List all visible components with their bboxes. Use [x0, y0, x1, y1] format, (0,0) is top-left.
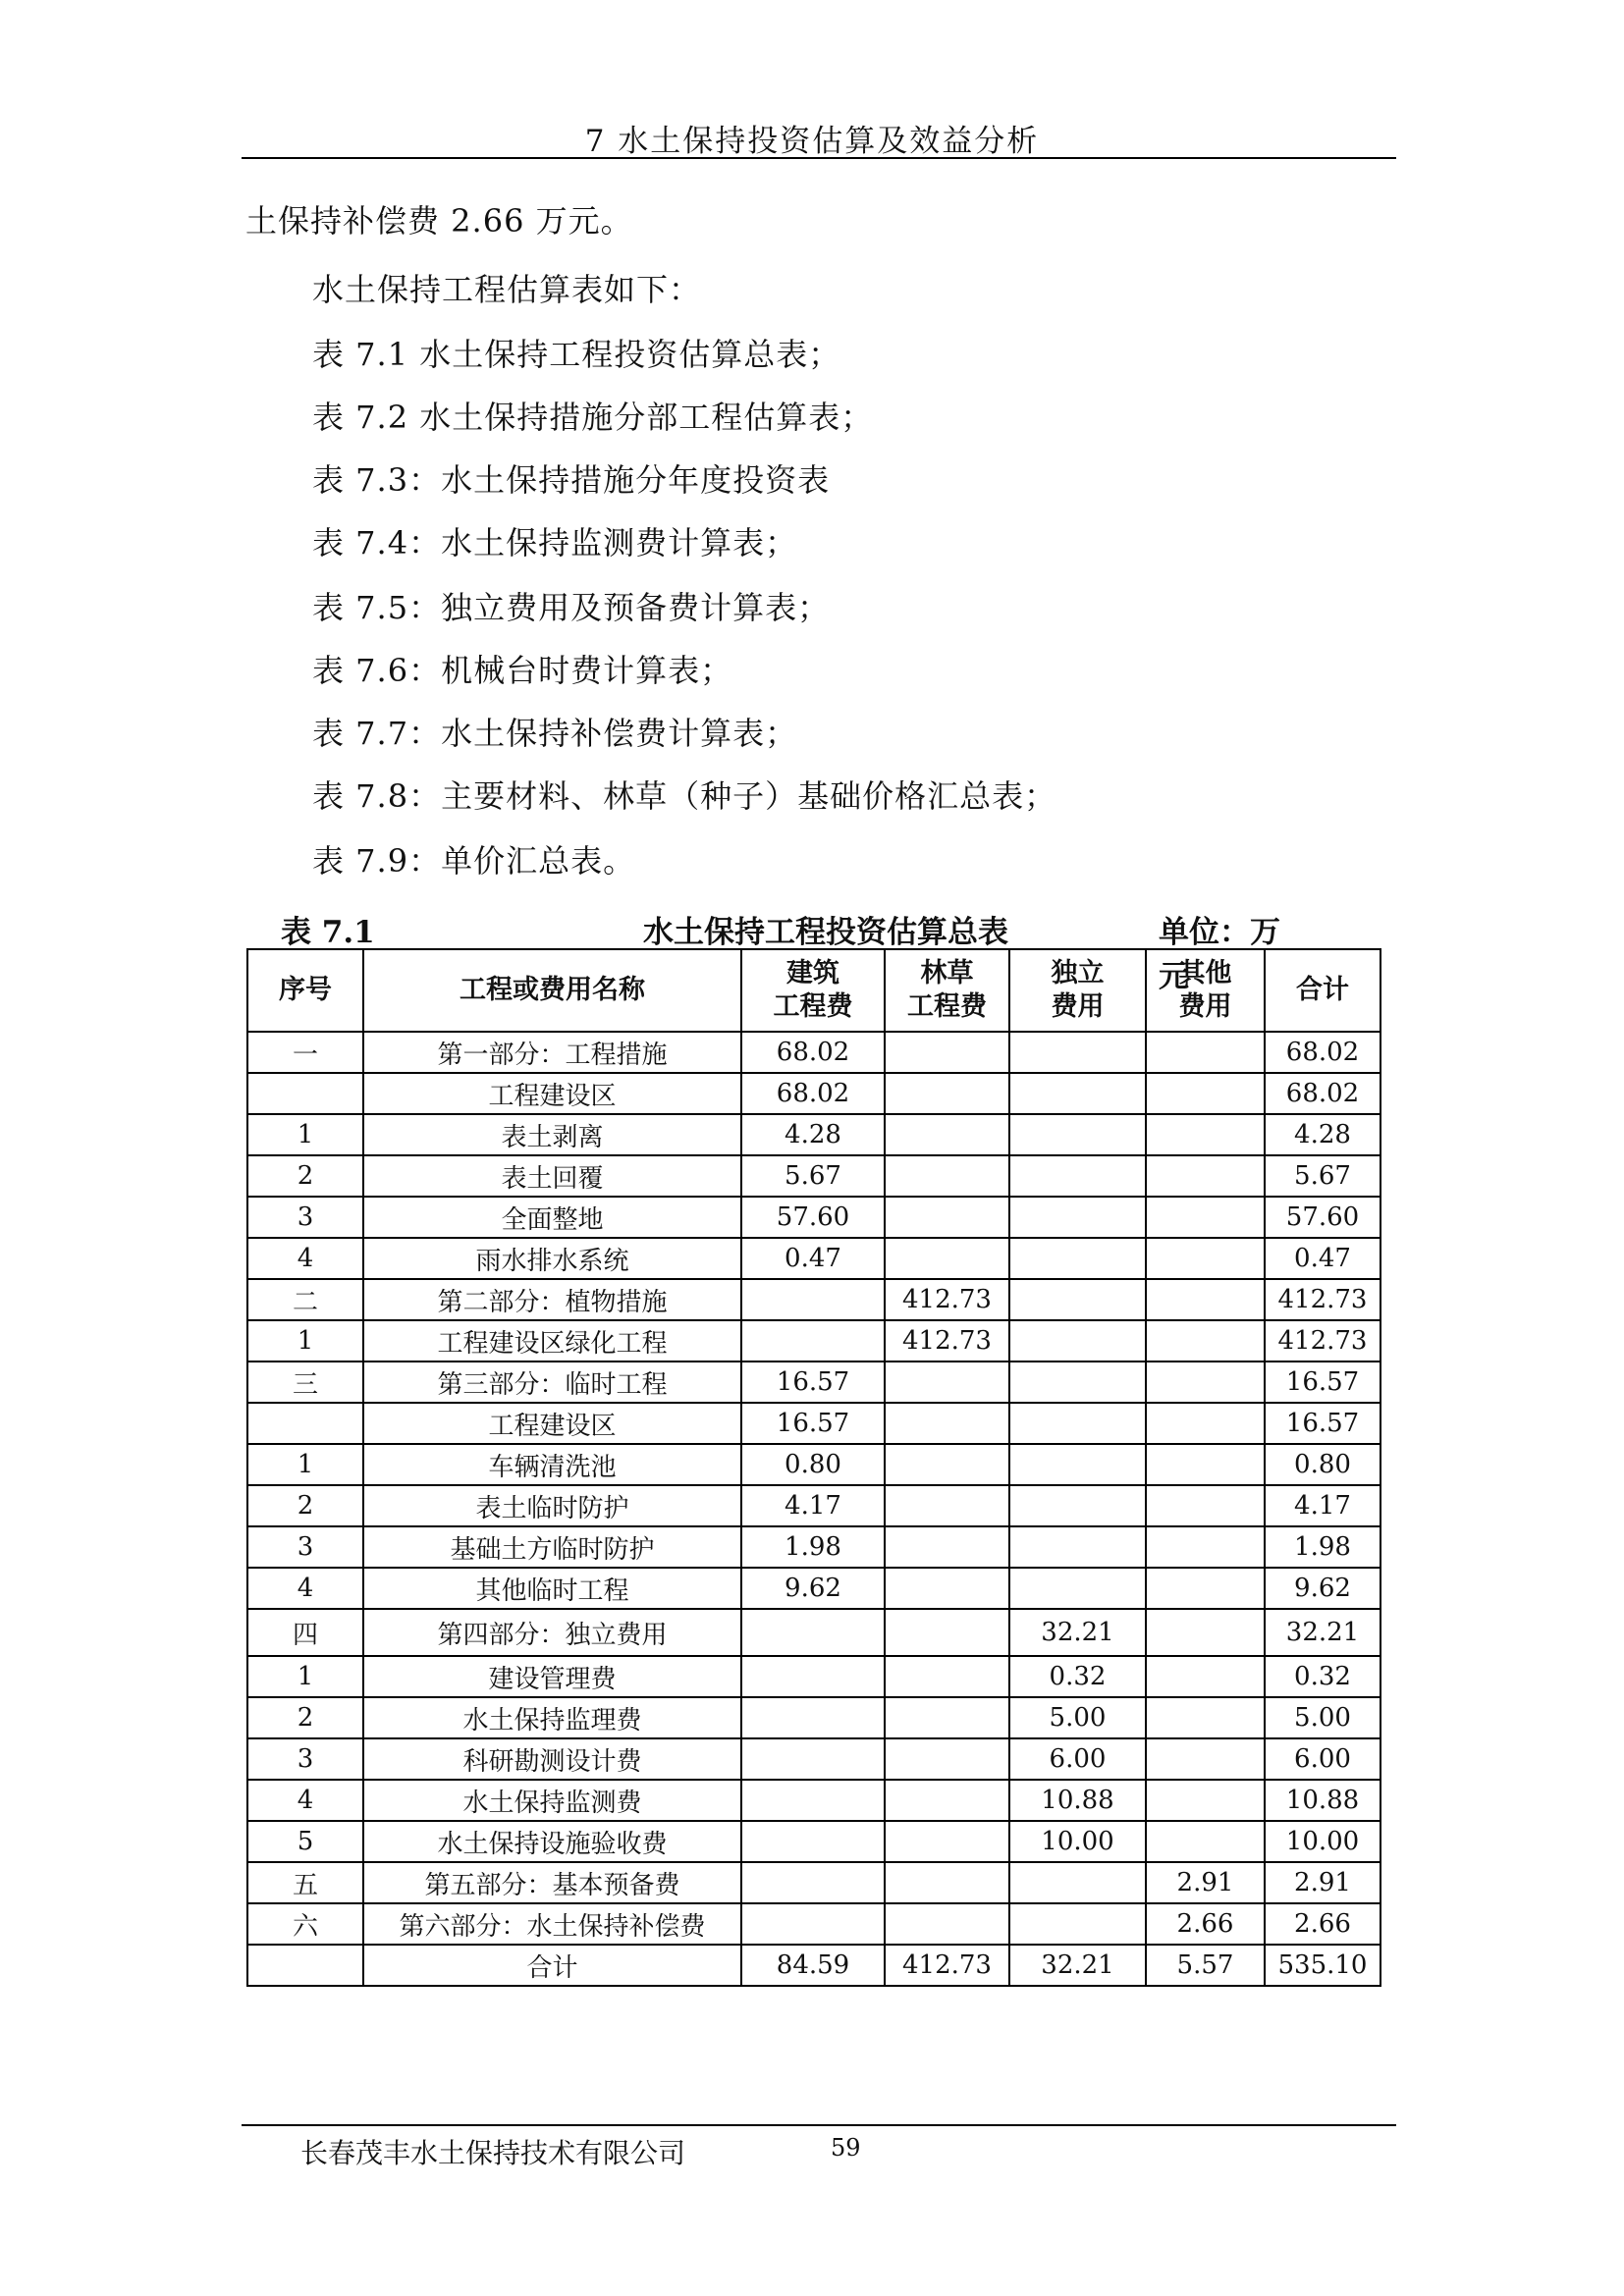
table-cell: 表土临时防护: [363, 1485, 741, 1526]
table-cell: [247, 1073, 363, 1114]
table-cell: 412.73: [885, 1320, 1009, 1362]
table-cell: 第四部分：独立费用: [363, 1609, 741, 1656]
table-cell: [741, 1821, 885, 1862]
table-cell: [1146, 1780, 1265, 1821]
table-cell: 412.73: [1265, 1279, 1380, 1320]
table-cell: [885, 1485, 1009, 1526]
table-cell: 第五部分：基本预备费: [363, 1862, 741, 1903]
table-cell: [1009, 1403, 1146, 1444]
table-cell: [885, 1903, 1009, 1945]
table-cell: [885, 1032, 1009, 1073]
table-row: [247, 1526, 1380, 1568]
table-cell: 第三部分：临时工程: [363, 1362, 741, 1403]
table-cell: [1009, 1279, 1146, 1320]
paragraph-3: 表 7.2 水土保持措施分部工程估算表；: [312, 399, 874, 436]
table-cell: [885, 1526, 1009, 1568]
table-row: [247, 1032, 1380, 1073]
table-cell: 0.47: [741, 1238, 885, 1279]
header-cell: 其他 费用: [1146, 949, 1265, 1032]
paragraph-1: 水土保持工程估算表如下：: [312, 271, 702, 308]
table-row: [247, 1568, 1380, 1609]
table-cell: 4.17: [1265, 1485, 1380, 1526]
table-cell: 六: [247, 1903, 363, 1945]
footer-company: 长春茂丰水土保持技术有限公司: [300, 2137, 686, 2169]
table-cell: [1009, 1114, 1146, 1155]
header-cell: 序号: [247, 949, 363, 1032]
table-cell: 科研勘测设计费: [363, 1738, 741, 1780]
table-cell: 68.02: [1265, 1073, 1380, 1114]
table-cell: 10.00: [1265, 1821, 1380, 1862]
table-row: [247, 1073, 1380, 1114]
table-cell: [1146, 1073, 1265, 1114]
table-cell: [885, 1780, 1009, 1821]
table-cell: [1146, 1738, 1265, 1780]
table-cell: 1: [247, 1656, 363, 1697]
table-row: [247, 1320, 1380, 1362]
table-cell: 2.91: [1265, 1862, 1380, 1903]
table-cell: 5.57: [1146, 1945, 1265, 1986]
table-label: 表 7.1: [281, 915, 375, 950]
table-cell: [741, 1609, 885, 1656]
table-cell: 2: [247, 1485, 363, 1526]
table-cell: 10.88: [1265, 1780, 1380, 1821]
table-cell: 10.88: [1009, 1780, 1146, 1821]
table-cell: [1146, 1568, 1265, 1609]
table-cell: [1146, 1656, 1265, 1697]
table-row: [247, 1656, 1380, 1697]
table-cell: 5: [247, 1821, 363, 1862]
table-cell: 一: [247, 1032, 363, 1073]
table-cell: [885, 1862, 1009, 1903]
table-cell: [885, 1073, 1009, 1114]
table-cell: [885, 1656, 1009, 1697]
table-cell: [1146, 1485, 1265, 1526]
table-cell: 5.00: [1265, 1697, 1380, 1738]
table-cell: [1146, 1362, 1265, 1403]
table-cell: [1146, 1032, 1265, 1073]
table-cell: 32.21: [1265, 1609, 1380, 1656]
table-cell: 6.00: [1265, 1738, 1380, 1780]
table-cell: 五: [247, 1862, 363, 1903]
table-cell: [1009, 1485, 1146, 1526]
table-cell: 5.67: [1265, 1155, 1380, 1197]
table-cell: [1146, 1821, 1265, 1862]
table-cell: 32.21: [1009, 1945, 1146, 1986]
table-cell: 16.57: [741, 1362, 885, 1403]
table-cell: 57.60: [1265, 1197, 1380, 1238]
table-cell: 535.10: [1265, 1945, 1380, 1986]
table-cell: 9.62: [741, 1568, 885, 1609]
table-cell: 2: [247, 1697, 363, 1738]
paragraph-9: 表 7.8：主要材料、林草（种子）基础价格汇总表；: [312, 777, 1057, 815]
table-cell: 4: [247, 1780, 363, 1821]
table-cell: 1.98: [1265, 1526, 1380, 1568]
table-cell: 2: [247, 1155, 363, 1197]
table-cell: 第二部分：植物措施: [363, 1279, 741, 1320]
table-cell: 0.32: [1009, 1656, 1146, 1697]
table-cell: 0.80: [1265, 1444, 1380, 1485]
table-cell: [885, 1403, 1009, 1444]
table-cell: [741, 1320, 885, 1362]
table-cell: 工程建设区: [363, 1403, 741, 1444]
table-cell: [885, 1238, 1009, 1279]
table-cell: [1146, 1279, 1265, 1320]
table-cell: [247, 1403, 363, 1444]
table-cell: [1009, 1444, 1146, 1485]
footer-rule: [242, 2124, 1396, 2126]
table-row: [247, 1697, 1380, 1738]
table-cell: [1009, 1903, 1146, 1945]
table-cell: 4.17: [741, 1485, 885, 1526]
table-cell: [1009, 1197, 1146, 1238]
paragraph-7: 表 7.6：机械台时费计算表；: [312, 652, 733, 689]
table-row: [247, 1821, 1380, 1862]
table-cell: 车辆清洗池: [363, 1444, 741, 1485]
table-cell: [1009, 1362, 1146, 1403]
table-cell: 84.59: [741, 1945, 885, 1986]
table-cell: [1009, 1073, 1146, 1114]
table-cell: 0.32: [1265, 1656, 1380, 1697]
table-cell: [1009, 1155, 1146, 1197]
table-cell: [885, 1155, 1009, 1197]
table-cell: [885, 1197, 1009, 1238]
paragraph-10: 表 7.9：单价汇总表。: [312, 842, 636, 880]
table-row: [247, 1780, 1380, 1821]
table-unit: 单位：万元: [1159, 915, 1280, 994]
table-cell: 1.98: [741, 1526, 885, 1568]
table-cell: 水土保持设施验收费: [363, 1821, 741, 1862]
table-cell: 5.67: [741, 1155, 885, 1197]
table-cell: 4.28: [1265, 1114, 1380, 1155]
table-cell: 其他临时工程: [363, 1568, 741, 1609]
table-cell: 第六部分：水土保持补偿费: [363, 1903, 741, 1945]
table-cell: 四: [247, 1609, 363, 1656]
table-cell: [1009, 1032, 1146, 1073]
page-number: 59: [831, 2134, 861, 2162]
table-title: 水土保持工程投资估算总表: [643, 915, 1008, 950]
table-cell: 5.00: [1009, 1697, 1146, 1738]
table-cell: 2.91: [1146, 1862, 1265, 1903]
table-cell: [1146, 1320, 1265, 1362]
table-cell: 9.62: [1265, 1568, 1380, 1609]
table-cell: 4.28: [741, 1114, 885, 1155]
page-header-title: 7 水土保持投资估算及效益分析: [584, 124, 1040, 159]
table-cell: 1: [247, 1444, 363, 1485]
table-cell: 雨水排水系统: [363, 1238, 741, 1279]
table-row: [247, 1485, 1380, 1526]
table-row: [247, 1903, 1380, 1945]
table-cell: 412.73: [885, 1279, 1009, 1320]
table-cell: [741, 1780, 885, 1821]
table-cell: [1009, 1238, 1146, 1279]
table-cell: 68.02: [741, 1032, 885, 1073]
table-cell: [885, 1568, 1009, 1609]
table-cell: 2.66: [1146, 1903, 1265, 1945]
table-row: [247, 1609, 1380, 1656]
table-cell: 6.00: [1009, 1738, 1146, 1780]
table-cell: 1: [247, 1114, 363, 1155]
table-row: [247, 1114, 1380, 1155]
table-cell: [247, 1945, 363, 1986]
table-cell: 3: [247, 1197, 363, 1238]
table-row: [247, 1362, 1380, 1403]
header-cell: 工程或费用名称: [363, 949, 741, 1032]
table-row: [247, 1155, 1380, 1197]
table-cell: [885, 1444, 1009, 1485]
table-cell: 第一部分：工程措施: [363, 1032, 741, 1073]
table-cell: 4: [247, 1568, 363, 1609]
table-cell: [1146, 1238, 1265, 1279]
table-row: [247, 1279, 1380, 1320]
table-cell: 16.57: [1265, 1362, 1380, 1403]
header-cell: 合计: [1265, 949, 1380, 1032]
table-cell: [741, 1697, 885, 1738]
table-cell: 412.73: [885, 1945, 1009, 1986]
table-cell: 表土剥离: [363, 1114, 741, 1155]
table-cell: 57.60: [741, 1197, 885, 1238]
paragraph-8: 表 7.7：水土保持补偿费计算表；: [312, 715, 798, 752]
table-cell: [885, 1609, 1009, 1656]
table-cell: [1009, 1320, 1146, 1362]
table-cell: [1146, 1403, 1265, 1444]
investment-summary-table: [246, 948, 1381, 1987]
table-row: [247, 1444, 1380, 1485]
table-cell: 基础土方临时防护: [363, 1526, 741, 1568]
table-row: [247, 1945, 1380, 1986]
table-cell: [1146, 1114, 1265, 1155]
table-cell: [741, 1862, 885, 1903]
table-header-row: [247, 949, 1380, 1032]
table-cell: [1146, 1197, 1265, 1238]
table-cell: [885, 1821, 1009, 1862]
table-cell: [1009, 1862, 1146, 1903]
table-cell: [741, 1279, 885, 1320]
table-cell: [885, 1697, 1009, 1738]
table-cell: [885, 1114, 1009, 1155]
table-cell: 2.66: [1265, 1903, 1380, 1945]
table-cell: [1146, 1444, 1265, 1485]
paragraph-2: 表 7.1 水土保持工程投资估算总表；: [312, 336, 841, 373]
table-cell: 3: [247, 1738, 363, 1780]
header-rule: [242, 157, 1396, 159]
table-cell: 水土保持监测费: [363, 1780, 741, 1821]
table-cell: [1146, 1697, 1265, 1738]
table-cell: 412.73: [1265, 1320, 1380, 1362]
table-cell: 4: [247, 1238, 363, 1279]
table-row: [247, 1238, 1380, 1279]
table-cell: 16.57: [741, 1403, 885, 1444]
table-row: [247, 1403, 1380, 1444]
paragraph-0: 土保持补偿费 2.66 万元。: [245, 202, 633, 240]
table-row: [247, 1197, 1380, 1238]
table-cell: [1009, 1568, 1146, 1609]
table-cell: 合计: [363, 1945, 741, 1986]
paragraph-4: 表 7.3：水土保持措施分年度投资表: [312, 461, 831, 499]
table-row: [247, 1862, 1380, 1903]
table-cell: [885, 1738, 1009, 1780]
table-cell: [1146, 1155, 1265, 1197]
table-cell: 1: [247, 1320, 363, 1362]
table-cell: [741, 1738, 885, 1780]
table-cell: 0.80: [741, 1444, 885, 1485]
table-cell: 0.47: [1265, 1238, 1380, 1279]
table-cell: [1146, 1526, 1265, 1568]
table-cell: [885, 1362, 1009, 1403]
header-cell: 建筑 工程费: [741, 949, 885, 1032]
header-cell: 独立 费用: [1009, 949, 1146, 1032]
table-cell: [741, 1656, 885, 1697]
table-cell: 68.02: [1265, 1032, 1380, 1073]
table-cell: [741, 1903, 885, 1945]
table-cell: 工程建设区: [363, 1073, 741, 1114]
table-cell: 三: [247, 1362, 363, 1403]
table-cell: 10.00: [1009, 1821, 1146, 1862]
table-cell: 32.21: [1009, 1609, 1146, 1656]
header-cell: 林草 工程费: [885, 949, 1009, 1032]
table-cell: 二: [247, 1279, 363, 1320]
table-cell: 工程建设区绿化工程: [363, 1320, 741, 1362]
paragraph-5: 表 7.4：水土保持监测费计算表；: [312, 524, 798, 561]
table-cell: 68.02: [741, 1073, 885, 1114]
table-cell: [1146, 1609, 1265, 1656]
table-cell: 全面整地: [363, 1197, 741, 1238]
table-cell: [1009, 1526, 1146, 1568]
paragraph-6: 表 7.5：独立费用及预备费计算表；: [312, 589, 831, 626]
table-cell: 水土保持监理费: [363, 1697, 741, 1738]
table-cell: 建设管理费: [363, 1656, 741, 1697]
table-cell: 3: [247, 1526, 363, 1568]
table-cell: 表土回覆: [363, 1155, 741, 1197]
table-cell: 16.57: [1265, 1403, 1380, 1444]
table-row: [247, 1738, 1380, 1780]
